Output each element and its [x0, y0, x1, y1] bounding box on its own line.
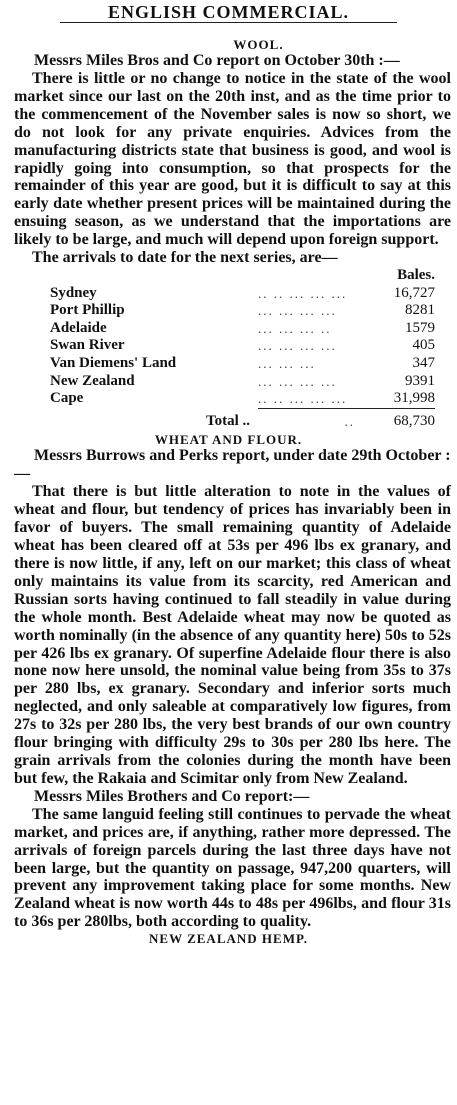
table-row: [50, 373, 435, 391]
arrivals-table: [50, 267, 435, 430]
leader-dots: ... ... ...: [258, 356, 316, 372]
port-name: New Zealand: [50, 372, 135, 389]
leader-dots: ... ... ... ...: [258, 373, 337, 389]
wheat-section: [0, 432, 457, 931]
bales-value: 31,998: [393, 390, 435, 407]
total-dots: ..: [258, 408, 355, 430]
bales-value: 347: [412, 355, 435, 372]
hemp-section: [0, 931, 457, 946]
wheat-second-body: The same languid feeling still continues to pervade the wheat market, and prices are, if anything, rather more depressed. The arrivals of foreign parcels during the last three days have not been large, but the quantity on passage, 947,200 quarters, will prevent any improvement taking place for some months. New Zealand wheat is now worth 44s to 48s per 496lbs, and flour 31s to 36s per 280lbs, both according to quality.: [14, 805, 451, 931]
port-name: Swan River: [50, 337, 125, 354]
port-name: Sydney: [50, 284, 97, 301]
wool-section: [0, 37, 457, 430]
arrivals-units-row: [50, 267, 435, 285]
page-title: ENGLISH COMMERCIAL.: [107, 2, 350, 22]
port-name: Adelaide: [50, 319, 107, 336]
table-row: [50, 302, 435, 320]
port-name: Port Phillip: [50, 302, 125, 319]
bales-value: 8281: [405, 302, 435, 319]
leader-dots: ... ... ... ..: [258, 320, 332, 336]
leader-dots: ... ... ... ...: [258, 338, 337, 354]
table-row: [50, 337, 435, 355]
port-name: Cape: [50, 390, 84, 407]
leader-dots: .. .. ... ... ...: [258, 285, 348, 301]
table-row: [50, 320, 435, 338]
hemp-heading: NEW ZEALAND HEMP.: [149, 931, 308, 947]
bales-value: 1579: [405, 319, 435, 336]
table-row: [50, 355, 435, 373]
wheat-heading: WHEAT AND FLOUR.: [154, 432, 303, 448]
total-label: Total ..: [205, 412, 250, 429]
units-label: Bales.: [397, 267, 435, 284]
total-value: 68,730: [355, 408, 435, 430]
wheat-second-intro: Messrs Miles Brothers and Co report:—: [34, 787, 310, 805]
leader-dots: ... ... ... ...: [258, 303, 337, 319]
wool-report-body: There is little or no change to notice in the state of the wool market since our last on the 20th inst, and as the time prior to the commencement of the November sales is now so short, we do not look for any private enquiries. Advices from the manufacturing districts state that business is good, and wool is rapidly going into consumption, so that prospects for the remainder of this year are good, but it is difficult to say at this early date whether present prices will be maintained during the ensuing season, as we understand that the importations are likely to be large, and much will depend upon foreign support.: [14, 70, 451, 249]
port-name: Van Diemens' Land: [50, 355, 177, 372]
wool-report-intro: Messrs Miles Bros and Co report on October 30th :—: [34, 52, 400, 69]
wool-heading: WOOL.: [233, 37, 284, 52]
wheat-report-intro: Messrs Burrows and Perks report, under date 29th October :—: [14, 447, 451, 483]
bales-value: 405: [412, 337, 435, 354]
table-row: [50, 285, 435, 303]
bales-value: 9391: [405, 372, 435, 389]
wheat-report-body: That there is but little alteration to note in the values of wheat and flour, but tendency of prices has invariably been in favor of buyers. The small remaining quantity of Adelaide wheat has been cleared off at 53s per 496 lbs ex granary, and there is now little, if any, left on our market; this class of wheat only maintains its value from its scarcity, red American and Russian sorts having continued to fall steadily in value during the whole month. Best Adelaide wheat may now be quoted as worth nominally (in the absence of any quantity here) 50s to 52s per 426 lbs ex granary. Of superfine Adelaide flour there is also none now here unsold, the nominal value being from 35s to 37s per 280 lbs, ex granary. Secondary and inferior sorts much neglected, and only saleable at comparatively low figures, from 27s to 32s per 280 lbs, the very best brands of our own country flour bringing with difficulty 29s to 30s per 280 lbs here. The grain arrivals from the colonies during the month have been but few, the Rakaia and Scimitar only from New Zealand.: [14, 483, 451, 787]
arrivals-intro: The arrivals to date for the next series, are—: [32, 249, 338, 267]
leader-dots: .. .. ... ... ...: [258, 391, 348, 407]
bales-value: 16,727: [393, 284, 435, 301]
title-rule: [60, 22, 397, 23]
total-row: [50, 408, 435, 430]
table-row: [50, 390, 435, 408]
